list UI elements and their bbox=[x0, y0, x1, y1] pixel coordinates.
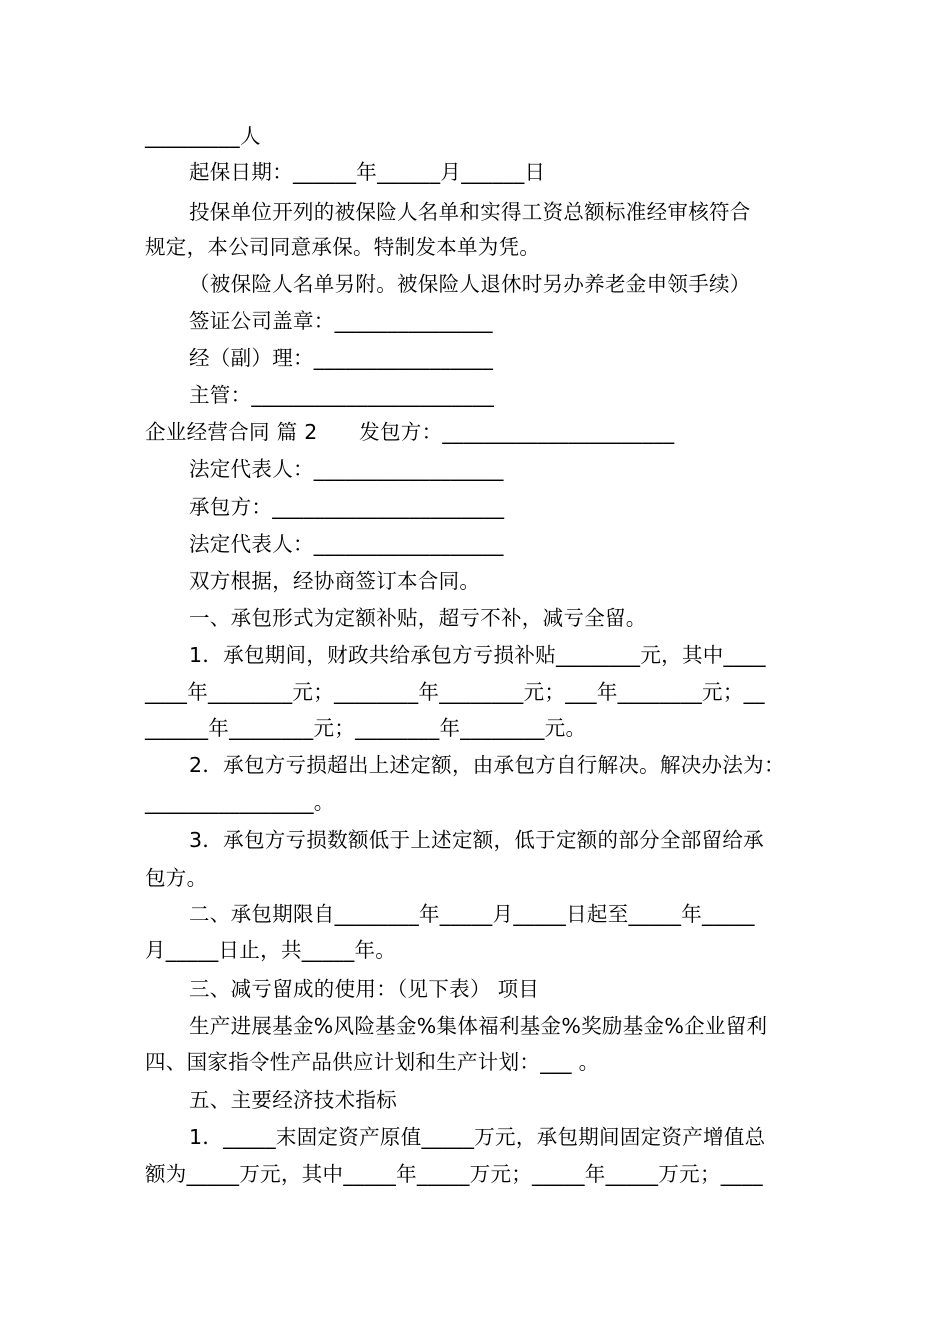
line-25: 生产进展基金%风险基金%集体福利基金%奖励基金%企业留利 bbox=[189, 1014, 768, 1038]
line-23: 月_____日止，共_____年。 bbox=[145, 938, 397, 962]
line-16: ____年________元；________年________元；___年________元；__ bbox=[145, 680, 765, 704]
line-12: 法定代表人：__________________ bbox=[189, 532, 504, 556]
line-11: 承包方：______________________ bbox=[189, 495, 505, 519]
line-22: 二、承包期限自________年_____月_____日起至_____年_____ bbox=[189, 902, 755, 926]
line-7: 经（副）理：_________________ bbox=[189, 346, 494, 370]
line-20: 3．承包方亏损数额低于上述定额，低于定额的部分全部留给承 bbox=[189, 828, 764, 852]
line-19: ________________。 bbox=[145, 790, 335, 814]
line-9: 企业经营合同 篇 2 发包方：______________________ bbox=[145, 420, 675, 444]
line-1: _________人 bbox=[145, 124, 261, 148]
line-10: 法定代表人：__________________ bbox=[189, 457, 504, 481]
line-13: 双方根据，经协商签订本合同。 bbox=[189, 569, 481, 593]
line-6: 签证公司盖章：_______________ bbox=[189, 309, 493, 333]
line-18: 2．承包方亏损超出上述定额，由承包方自行解决。解决办法为： bbox=[189, 753, 785, 777]
line-27: 五、主要经济技术指标 bbox=[189, 1088, 397, 1112]
line-17: ______年________元；________年________元。 bbox=[145, 716, 587, 740]
line-24: 三、减亏留成的使用：（见下表） 项目 bbox=[189, 977, 540, 1001]
line-2: 起保日期：______年______月______日 bbox=[189, 160, 546, 184]
line-21: 包方。 bbox=[145, 866, 208, 890]
line-3: 投保单位开列的被保险人名单和实得工资总额标准经审核符合 bbox=[189, 200, 751, 224]
line-4: 规定，本公司同意承保。特制发本单为凭。 bbox=[145, 235, 541, 259]
line-8: 主管：_______________________ bbox=[189, 383, 495, 407]
line-26: 四、国家指令性产品供应计划和生产计划：___ 。 bbox=[145, 1050, 600, 1074]
line-15: 1．承包期间，财政共给承包方亏损补贴________元，其中____ bbox=[189, 643, 766, 667]
line-29: 额为_____万元，其中_____年_____万元；_____年_____万元；____ bbox=[145, 1162, 763, 1186]
line-14: 一、承包形式为定额补贴，超亏不补，减亏全留。 bbox=[189, 606, 647, 630]
line-5: （被保险人名单另附。被保险人退休时另办养老金申领手续） bbox=[189, 272, 751, 296]
line-28: 1．_____末固定资产原值_____万元，承包期间固定资产增值总 bbox=[189, 1125, 766, 1149]
